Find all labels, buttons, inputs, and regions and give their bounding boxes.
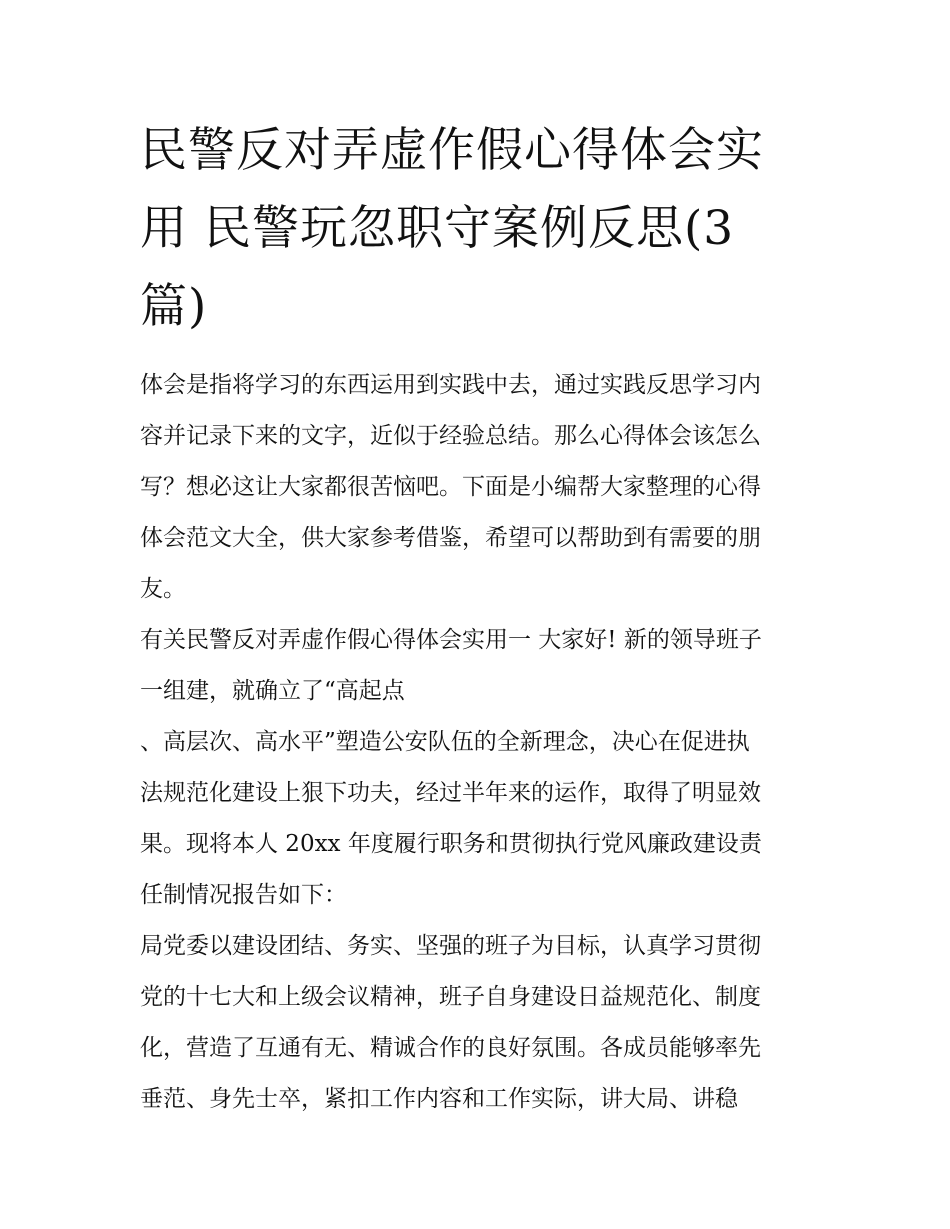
title-line: 用 民警玩忽职守案例反思(3 [140,201,735,256]
intro-paragraph [140,360,820,615]
body-paragraph [140,717,820,921]
text-line: 容并记录下来的文字，近似于经验总结。那么心得体会该怎么 [140,423,761,449]
text-line: 任制情况报告如下： [140,882,347,908]
text-line: 法规范化建设上狠下功夫，经过半年来的运作，取得了明显效 [140,780,761,806]
title-line: 民警反对弄虚作假心得体会实 [140,123,764,178]
text-line: 局党委以建设团结、务实、坚强的班子为目标，认真学习贯彻 [140,933,761,959]
text-line: 、高层次、高水平”塑造公安队伍的全新理念，决心在促进执 [140,729,750,755]
document-body [140,360,820,1125]
text-line: 体会范文大全，供大家参考借鉴，希望可以帮助到有需要的朋 [140,525,761,551]
title-line: 篇) [140,279,208,334]
text-line: 党的十七大和上级会议精神，班子自身建设日益规范化、制度 [140,984,761,1010]
document-page [140,112,820,1125]
text-line: 友。 [140,576,186,602]
text-line: 有关民警反对弄虚作假心得体会实用一 大家好! 新的领导班子 [140,627,762,653]
text-line: 体会是指将学习的东西运用到实践中去，通过实践反思学习内 [140,372,761,398]
text-line: 一组建，就确立了“高起点 [140,678,405,704]
section-heading-paragraph [140,615,820,717]
body-paragraph [140,921,820,1125]
text-line: 化，营造了互通有无、精诚合作的良好氛围。各成员能够率先 [140,1035,761,1061]
document-title [140,112,820,346]
text-line: 写？想必这让大家都很苦恼吧。下面是小编帮大家整理的心得 [140,474,761,500]
text-line: 垂范、身先士卒，紧扣工作内容和工作实际，讲大局、讲稳 [140,1086,738,1112]
text-line: 果。现将本人 20xx 年度履行职务和贯彻执行党风廉政建设责 [140,831,762,857]
